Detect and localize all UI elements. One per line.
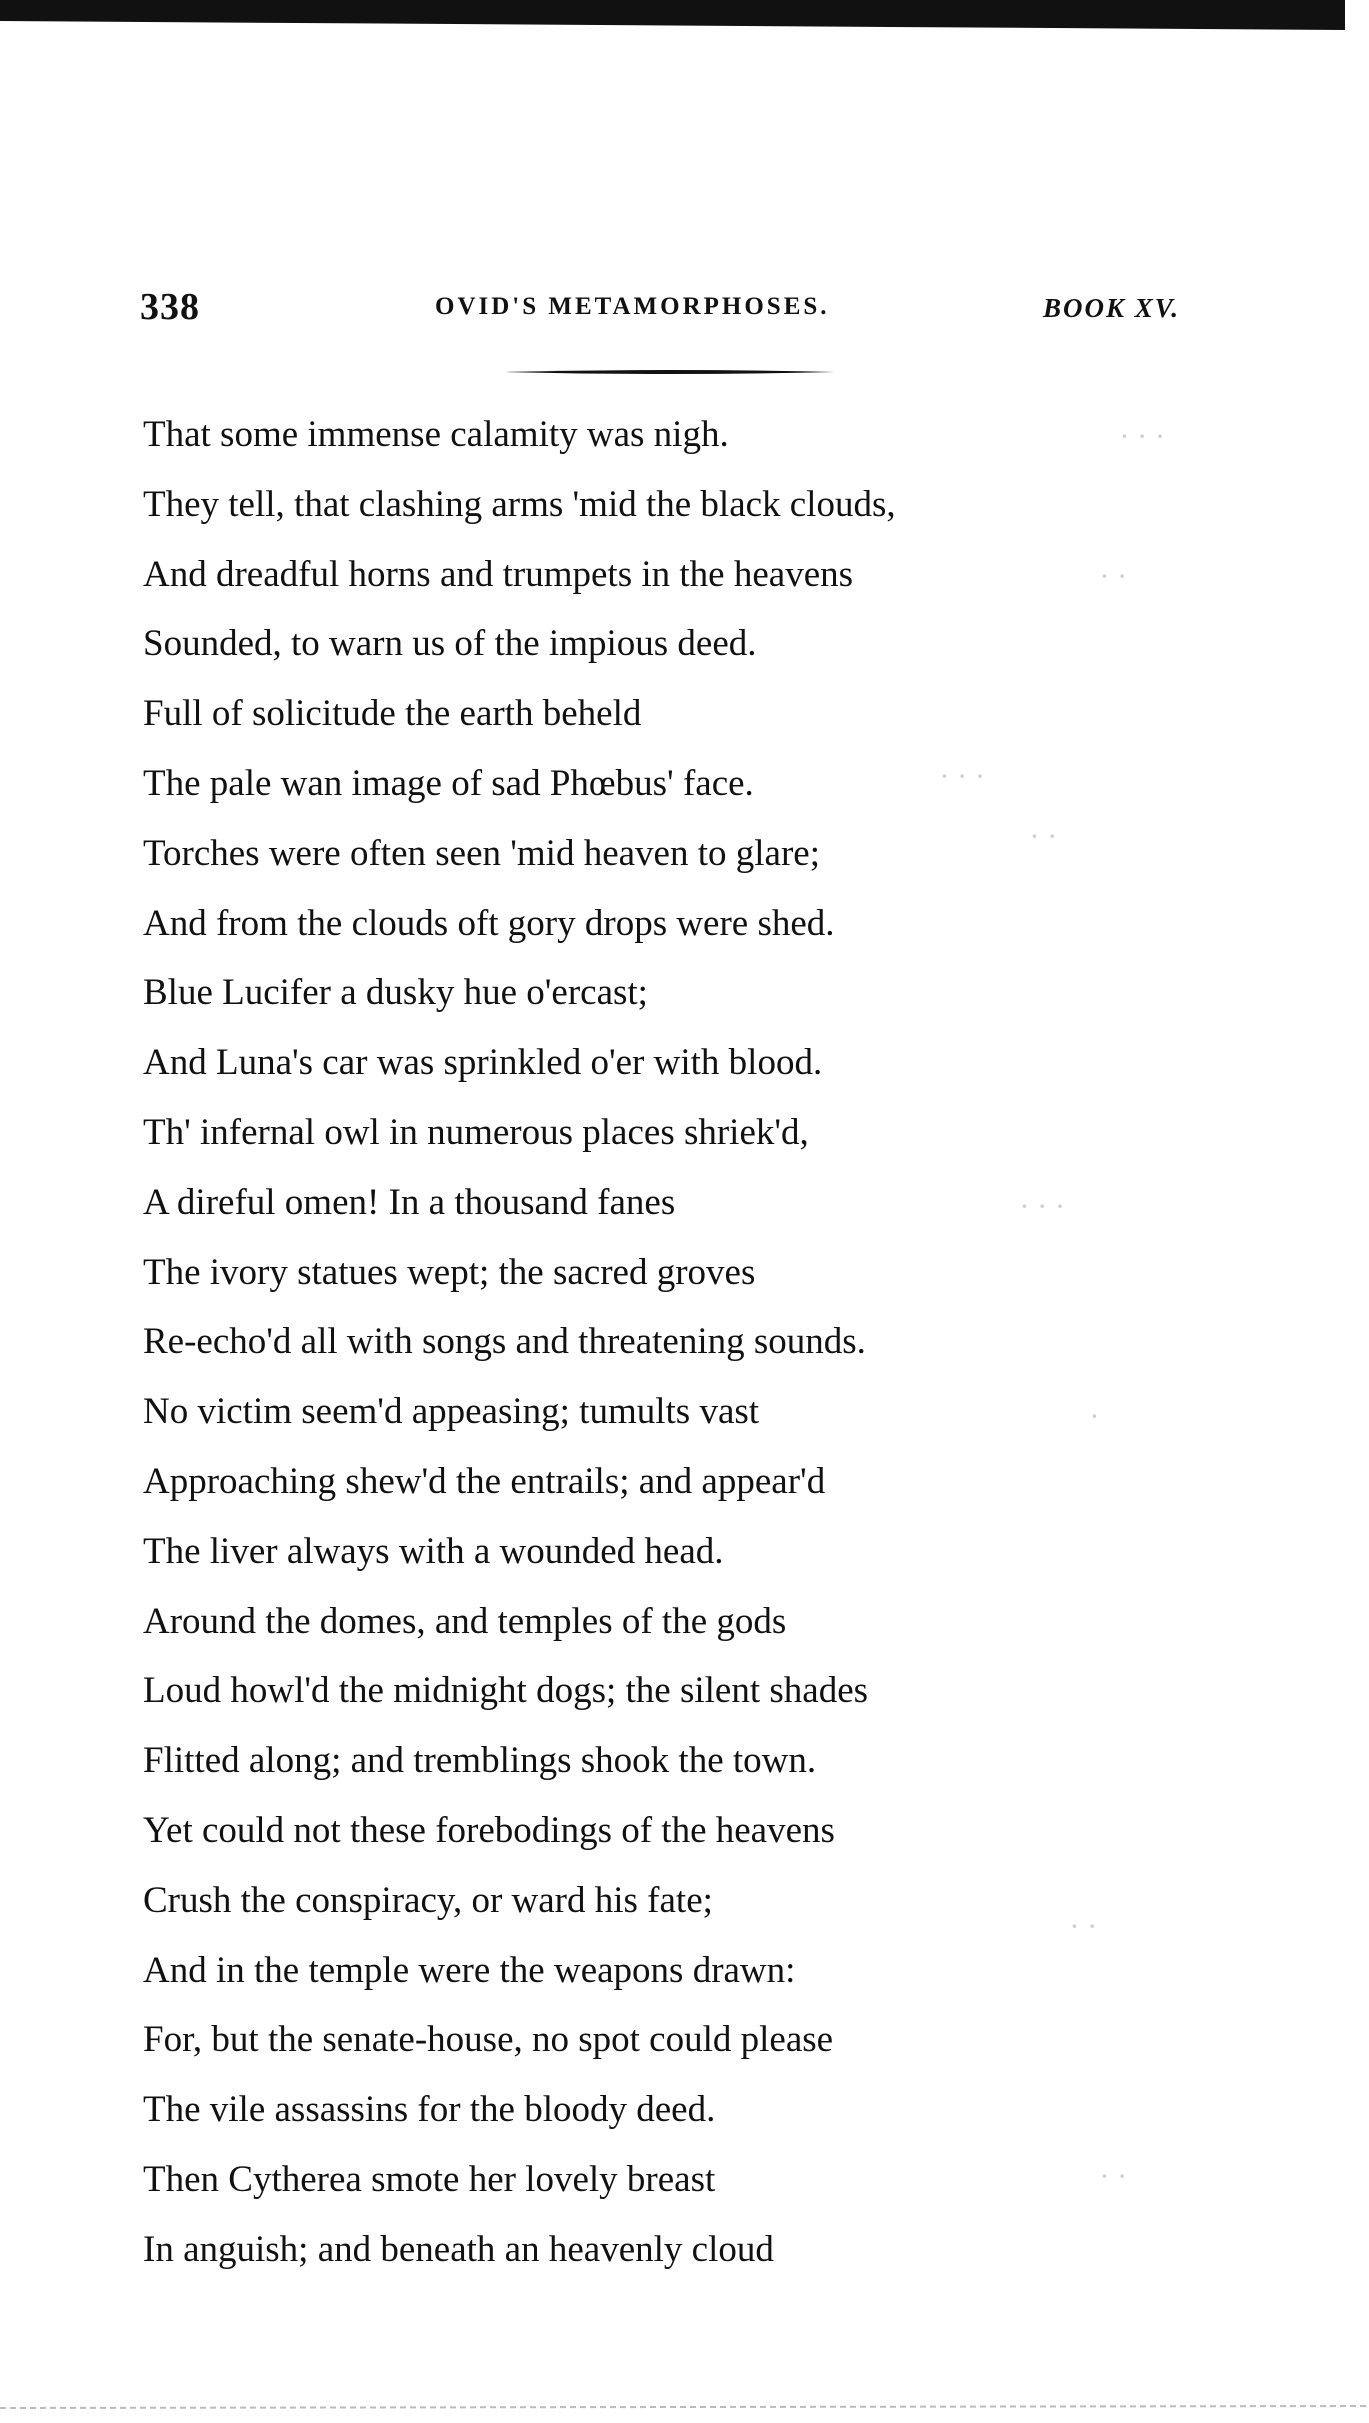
- page-number: 338: [140, 286, 200, 328]
- poem-line: Sounded, to warn us of the impious deed.: [143, 623, 757, 665]
- poem-line: And Luna's car was sprinkled o'er with blood.: [143, 1042, 823, 1084]
- bleed-through-mark: · ·: [1100, 560, 1127, 593]
- poem-line: A direful omen! In a thousand fanes: [143, 1181, 676, 1223]
- poem-line: Full of solicitude the earth beheld: [143, 693, 642, 735]
- poem-line: Crush the conspiracy, or ward his fate;: [143, 1879, 713, 1921]
- poem-line: In anguish; and beneath an heavenly cloud: [143, 2228, 774, 2270]
- header-rule-ornament: [505, 368, 835, 376]
- poem-line: Around the domes, and temples of the gods: [143, 1600, 787, 1642]
- poem-text: [143, 400, 1143, 2285]
- bleed-through-mark: · ·: [1100, 2160, 1127, 2193]
- poem-line: Loud howl'd the midnight dogs; the silent shades: [143, 1670, 869, 1712]
- poem-line: Re-echo'd all with songs and threatening sounds.: [143, 1321, 866, 1363]
- poem-line: That some immense calamity was nigh.: [143, 414, 729, 455]
- poem-line: Then Cytherea smote her lovely breast: [143, 2158, 716, 2200]
- running-title: OVID'S METAMORPHOSES.: [435, 293, 830, 320]
- bleed-through-mark: ·: [1090, 1400, 1099, 1433]
- poem-line: For, but the senate-house, no spot could please: [143, 2019, 834, 2061]
- poem-line: And in the temple were the weapons drawn:: [143, 1949, 796, 1991]
- bleed-through-mark: · ·: [1070, 1910, 1097, 1943]
- bleed-through-mark: · ·: [1030, 820, 1057, 853]
- poem-line: Torches were often seen 'mid heaven to glare;: [143, 832, 820, 874]
- poem-line: They tell, that clashing arms 'mid the black clouds,: [143, 483, 896, 525]
- poem-line: The pale wan image of sad Phœbus' face.: [143, 762, 754, 804]
- poem-line: The liver always with a wounded head.: [143, 1530, 724, 1572]
- poem-line: The ivory statues wept; the sacred groves: [143, 1251, 756, 1293]
- page-top-border: [0, 0, 1345, 30]
- poem-line: Flitted along; and tremblings shook the town.: [143, 1740, 817, 1782]
- bleed-through-mark: · · ·: [1020, 1190, 1065, 1223]
- poem-line: Th' infernal owl in numerous places shriek'd,: [143, 1111, 809, 1153]
- poem-line: And from the clouds oft gory drops were shed.: [143, 902, 835, 944]
- poem-line: And dreadful horns and trumpets in the heavens: [143, 553, 854, 595]
- page-bottom-edge: [0, 2400, 1369, 2412]
- poem-line: Blue Lucifer a dusky hue o'ercast;: [143, 972, 648, 1014]
- poem-line: The vile assassins for the bloody deed.: [143, 2089, 716, 2131]
- poem-line: Approaching shew'd the entrails; and appear'd: [143, 1460, 826, 1502]
- poem-line: Yet could not these forebodings of the heavens: [143, 1809, 835, 1851]
- bleed-through-mark: · · ·: [1120, 420, 1165, 453]
- book-label: BOOK XV.: [1042, 293, 1180, 323]
- bleed-through-mark: · · ·: [940, 760, 985, 793]
- poem-line: No victim seem'd appeasing; tumults vast: [143, 1391, 760, 1433]
- running-head: [140, 285, 1180, 335]
